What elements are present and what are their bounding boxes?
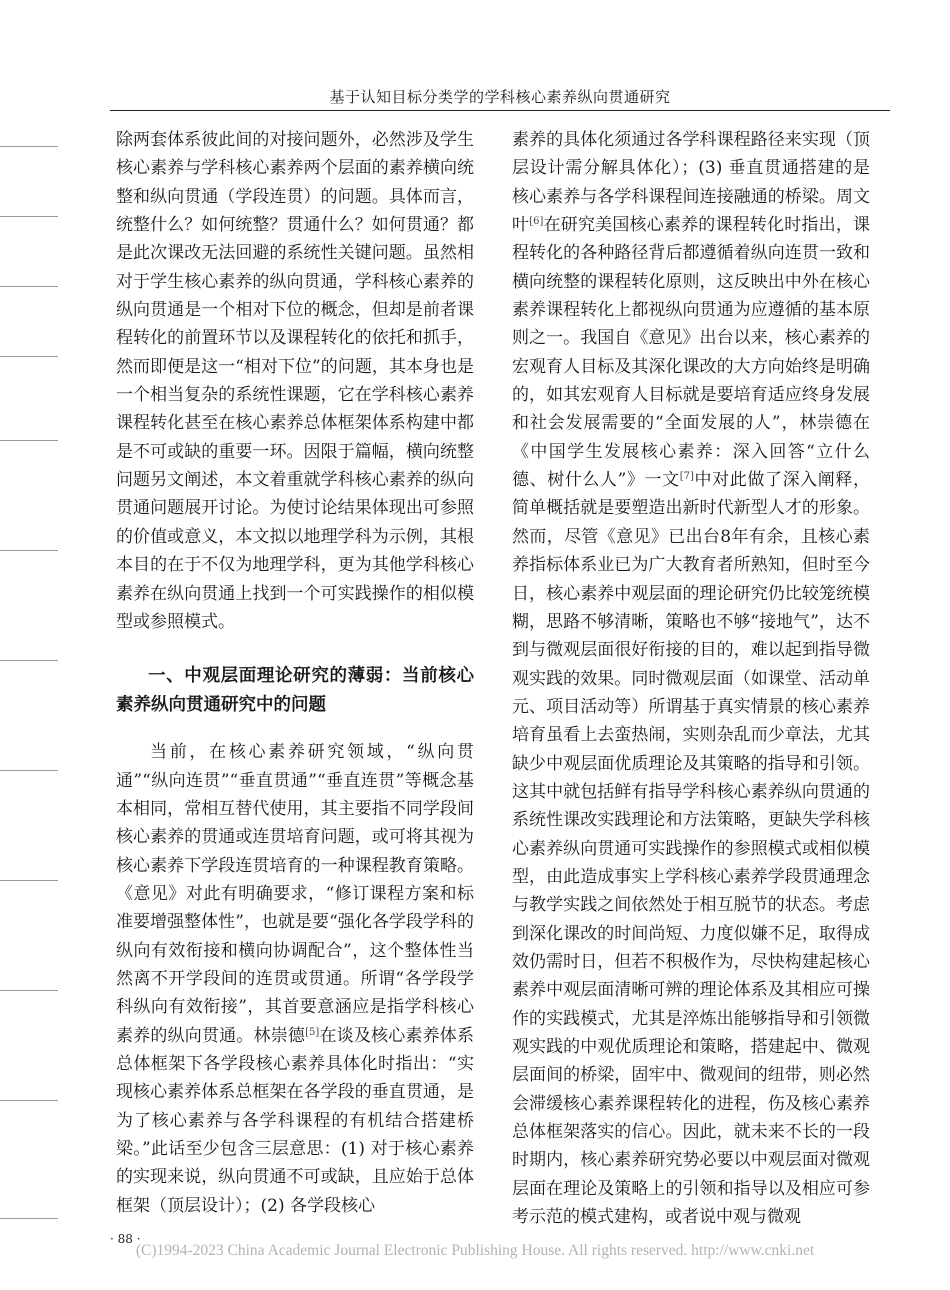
running-header: 基于认知目标分类学的学科核心素养纵向贯通研究 bbox=[329, 88, 671, 106]
paragraph-2-text-a: 当前，在核心素养研究领域，“纵向贯通”“纵向连贯”“垂直贯通”“垂直连贯”等概念基本相同，常相互替代使用，其主要指不同学段间核心素养的贯通或连贯培育问题，或可将其视为核心素养下学段连贯培育的一种课程教育策略。《意见》对此有明确要求，“修订课程方案和标准要增强整体性”，也就是要“强化各学段学科的纵向有效衔接和横向协调配合”，这个整体性当然离不开学段间的连贯或贯通。所谓“各学段学科纵向有效衔接”，其首要意涵应是指学科核心素养的纵向贯通。林崇德 bbox=[116, 742, 474, 1046]
margin-tick-marks bbox=[0, 0, 60, 1290]
paragraph-3 bbox=[512, 126, 870, 1231]
citation-5[interactable]: [5] bbox=[305, 1026, 320, 1038]
paragraph-3-text-c: 中对此做了深入阐释，简单概括就是要塑造出新时代新型人才的形象。然而，尽管《意见》已出台8年有余，且核心素养指标体系业已为广大教育者所熟知，但时至今日，核心素养中观层面的理论研究仍比较笼统模糊，思路不够清晰，策略也不够“接地气”，达不到与微观层面很好衔接的目的，难以起到指导微观实践的效果。同时微观层面（如课堂、活动单元、项目活动等）所谓基于真实情景的核心素养培育虽看上去蛮热闹，实则杂乱而少章法，尤其缺少中观层面优质理论及其策略的指导和引领。这其中就包括鲜有指导学科核心素养纵向贯通的系统性课改实践理论和方法策略，更缺失学科核心素养纵向贯通可实践操作的参照模式或相似模型，由此造成事实上学科核心素养学段贯通理念与教学实践之间依然处于相互脱节的状态。考虑到深化课改的时间尚短、力度似嫌不足，取得成效仍需时日，但若不积极作为，尽快构建起核心素养中观层面清晰可辨的理论体系及其相应可操作的实践模式，尤其是淬炼出能够指导和引领微观实践的中观优质理论和策略，搭建起中、微观层面间的桥梁，固牢中、微观间的纽带，则必然会滞缓核心素养课程转化的进程，伤及核心素养总体框架落实的信心。因此，就未来不长的一段时期内，核心素养研究势必要以中观层面对微观层面在理论及策略上的引领和指导以及相应可参考示范的模式建构，或者说中观与微观 bbox=[512, 470, 870, 1228]
paragraph-2-text-b: 在谈及核心素养体系总体框架下各学段核心素养具体化时指出：“实现核心素养体系总框架在各学段的垂直贯通，是为了核心素养与各学科课程的有机结合搭建桥梁。”此话至少包含三层意思：(1) 对于核心素养的实现来说，纵向贯通不可或缺，且应始于总体框架（顶层设计）；(2) 各学段核心 bbox=[116, 1025, 475, 1216]
header-rule bbox=[110, 110, 890, 111]
citation-7[interactable]: [7] bbox=[679, 471, 694, 483]
paragraph-2 bbox=[116, 738, 474, 1220]
paragraph-3-text-b: 在研究美国核心素养的课程转化时指出，课程转化的各种路径背后都遵循着纵向连贯一致和横向统整的课程转化原则，这反映出中外在核心素养课程转化上都视纵向贯通为应遵循的基本原则之一。我国自《意见》出台以来，核心素养的宏观育人目标及其深化课改的大方向始终是明确的，如其宏观育人目标就是要培育适应终身发展和社会发展需要的“全面发展的人”，林崇德在《中国学生发展核心素养：深入回答“立什么德、树什么人”》一文 bbox=[512, 215, 871, 491]
left-column bbox=[116, 126, 474, 1220]
paragraph-3-text-a: 素养的具体化须通过各学科课程路径来实现（顶层设计需分解具体化）；(3) 垂直贯通搭建的是核心素养与各学科课程间连接融通的桥梁。周文叶 bbox=[512, 130, 870, 236]
section-heading: 一、中观层面理论研究的薄弱：当前核心素养纵向贯通研究中的问题 bbox=[116, 666, 474, 716]
paragraph-1: 除两套体系彼此间的对接问题外，必然涉及学生核心素养与学科核心素养两个层面的素养横向统整和纵向贯通（学段连贯）的问题。具体而言，统整什么？如何统整？贯通什么？如何贯通？都是此次课改无法回避的系统性关键问题。虽然相对于学生核心素养的纵向贯通，学科核心素养的纵向贯通是一个相对下位的概念，但却是前者课程转化的前置环节以及课程转化的依托和抓手，然而即便是这一“相对下位”的问题，其本身也是一个相当复杂的系统性课题，它在学科核心素养课程转化甚至在核心素养总体框架体系构建中都是不可或缺的重要一环。因限于篇幅，横向统整问题另文阐述，本文着重就学科核心素养的纵向贯通问题展开讨论。为使讨论结果体现出可参照的价值或意义，本文拟以地理学科为示例，其根本目的在于不仅为地理学科，更为其他学科核心素养在纵向贯通上找到一个可实践操作的相似模型或参照模式。 bbox=[116, 130, 474, 632]
copyright-footer: (C)1994-2023 China Academic Journal Electronic Publishing House. All rights reserved. http://www.cnki.net bbox=[135, 1242, 815, 1259]
citation-6[interactable]: [6] bbox=[529, 216, 544, 228]
right-column bbox=[512, 126, 870, 1231]
page-number: · 88 · bbox=[110, 1232, 141, 1246]
